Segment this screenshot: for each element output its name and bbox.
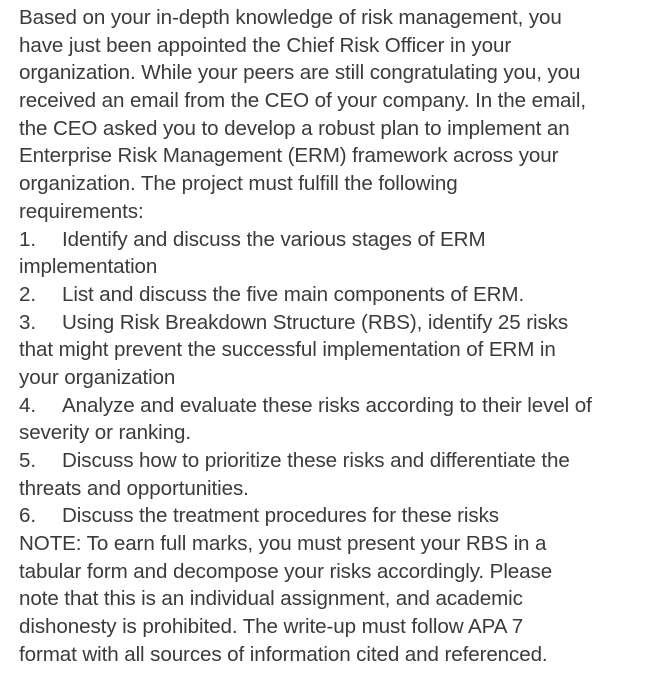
intro-line: the CEO asked you to develop a robust plan to implement an: [19, 116, 570, 140]
requirement-item-4: [19, 392, 659, 447]
intro-line: received an email from the CEO of your company. In the email,: [19, 89, 586, 113]
note-paragraph: [19, 530, 659, 668]
requirement-item-5: [19, 447, 659, 502]
intro-line: organization. While your peers are still congratulating you, you: [19, 61, 581, 85]
requirement-number: 5.: [19, 449, 36, 472]
requirements-list: [19, 226, 659, 531]
requirement-number: 2.: [19, 282, 36, 306]
requirement-item-2: [19, 281, 659, 309]
intro-paragraph: [19, 4, 659, 226]
requirement-continuation: implementation: [19, 255, 158, 279]
requirement-number: 1.: [19, 227, 36, 251]
requirement-continuation: that might prevent the successful implementation of ERM in: [19, 338, 556, 362]
note-line: note that this is an individual assignment, and academic: [19, 587, 523, 611]
note-line: NOTE: To earn full marks, you must present your RBS in a: [19, 532, 547, 556]
intro-line: organization. The project must fulfill the following: [19, 172, 458, 196]
requirement-continuation: threats and opportunities.: [19, 476, 249, 500]
intro-line: requirements:: [19, 199, 144, 223]
requirement-item-3: [19, 309, 659, 392]
requirement-item-1: [19, 226, 659, 281]
note-line: dishonesty is prohibited. The write-up must follow APA 7: [19, 615, 524, 639]
requirement-number: 6.: [19, 504, 36, 528]
requirement-continuation: severity or ranking.: [19, 421, 191, 445]
note-line: format with all sources of information cited and referenced.: [19, 642, 548, 666]
requirement-text: List and discuss the five main components of ERM.: [62, 282, 525, 306]
requirement-number: 4.: [19, 393, 36, 417]
requirement-text: Analyze and evaluate these risks according to their level of: [62, 393, 592, 417]
intro-line: Enterprise Risk Management (ERM) framework across your: [19, 144, 559, 168]
requirement-text: Identify and discuss the various stages of ERM: [62, 227, 486, 251]
note-line: tabular form and decompose your risks accordingly. Please: [19, 559, 553, 583]
intro-line: Based on your in-depth knowledge of risk management, you: [19, 6, 562, 29]
requirement-number: 3.: [19, 310, 36, 334]
requirement-text: Discuss the treatment procedures for these risks: [62, 504, 500, 528]
requirement-continuation: your organization: [19, 365, 176, 389]
intro-line: have just been appointed the Chief Risk Officer in your: [19, 33, 512, 57]
requirement-text: Using Risk Breakdown Structure (RBS), identify 25 risks: [62, 310, 569, 334]
requirement-item-6: [19, 502, 659, 530]
requirement-text: Discuss how to prioritize these risks and differentiate the: [62, 449, 570, 472]
